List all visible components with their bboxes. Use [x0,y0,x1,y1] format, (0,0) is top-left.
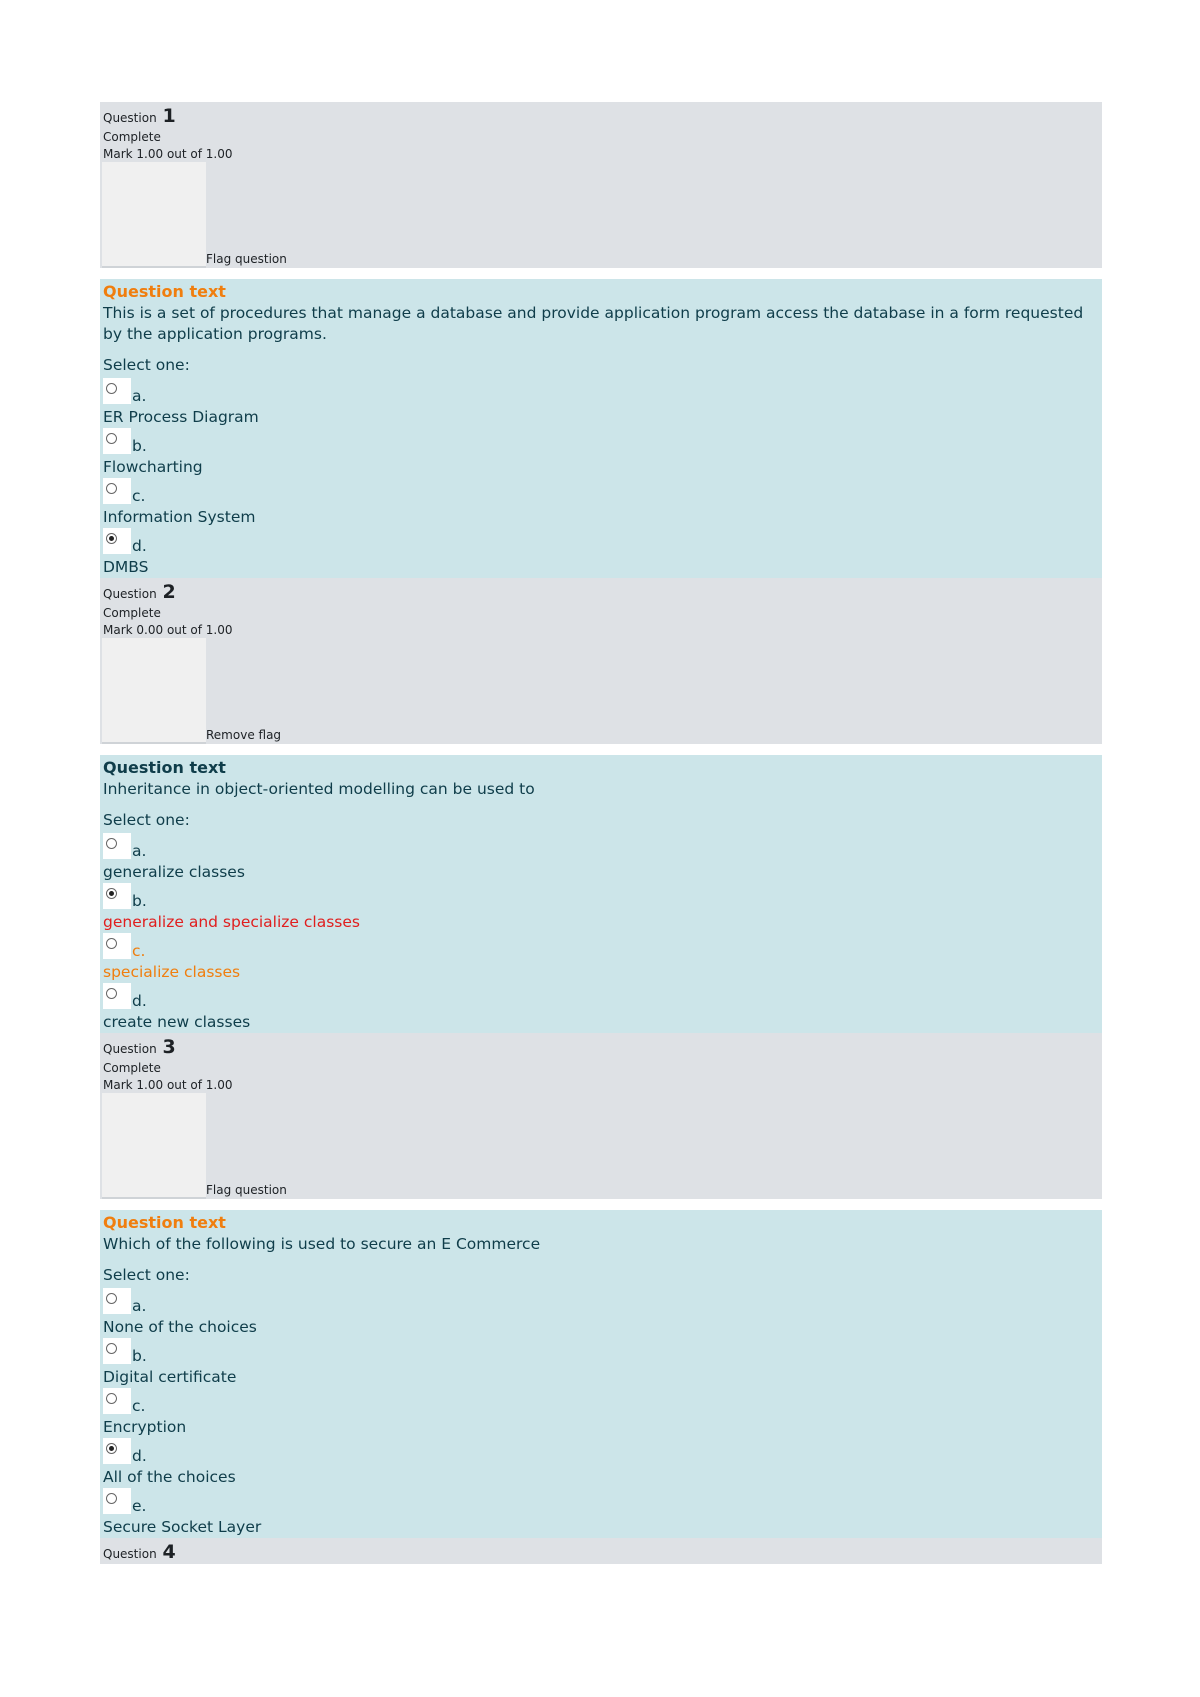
answer-letter: b. [132,1347,147,1365]
radio-container [103,1438,131,1464]
answer-text[interactable]: ER Process Diagram [103,408,259,426]
question-label: Question [103,587,157,601]
radio-container [103,428,131,454]
answer-letter: d. [132,537,147,555]
answer-letter: b. [132,437,147,455]
radio-container [103,833,131,859]
radio-button[interactable] [106,1293,117,1304]
question-text-heading: Question text [103,1213,226,1232]
radio-button[interactable] [106,1393,117,1404]
select-one-prompt: Select one: [103,1266,190,1284]
radio-button[interactable] [106,1493,117,1504]
answer-letter: c. [132,942,146,960]
question-number-line [103,106,176,128]
radio-container [103,528,131,554]
question-text: This is a set of procedures that manage a database and provide application program access the database in a form requested by the application programs. [103,304,1084,343]
answer-option[interactable] [103,428,1099,478]
question-info-3 [100,1033,1102,1199]
answer-option[interactable] [103,378,1099,428]
radio-container [103,1288,131,1314]
select-one-prompt: Select one: [103,811,190,829]
question-info-2 [100,578,1102,744]
radio-container [103,933,131,959]
question-text: Which of the following is used to secure an E Commerce [103,1235,541,1253]
question-number: 4 [162,1541,176,1563]
answer-option[interactable] [103,478,1099,528]
question-grade: Mark 1.00 out of 1.00 [103,1078,233,1092]
radio-container [103,378,131,404]
question-state: Complete [103,130,161,144]
answer-text[interactable]: create new classes [103,1013,251,1031]
radio-button[interactable] [106,938,117,949]
radio-button-checked[interactable] [106,888,117,899]
remove-flag-link[interactable]: Remove flag [206,728,282,742]
radio-button[interactable] [106,383,117,394]
radio-container [103,883,131,909]
answer-letter: a. [132,842,147,860]
answer-option[interactable] [103,983,1099,1033]
question-info-1 [100,102,1102,268]
flag-icon[interactable] [102,638,206,744]
answer-text[interactable]: generalize classes [103,863,245,881]
radio-button-checked[interactable] [106,533,117,544]
radio-button[interactable] [106,1343,117,1354]
question-grade: Mark 0.00 out of 1.00 [103,623,233,637]
question-label: Question [103,1042,157,1056]
answer-letter: e. [132,1497,147,1515]
answer-text[interactable]: Information System [103,508,256,526]
answer-letter: b. [132,892,147,910]
answer-text-incorrect[interactable]: generalize and specialize classes [103,913,360,931]
answer-letter: a. [132,387,147,405]
answer-text-highlighted[interactable]: specialize classes [103,963,241,981]
answer-option[interactable] [103,1288,1099,1338]
question-state: Complete [103,1061,161,1075]
answer-letter: a. [132,1297,147,1315]
flag-icon[interactable] [102,1093,206,1199]
question-number-line [103,582,176,604]
answer-letter: d. [132,1447,147,1465]
question-formulation-1 [100,279,1102,586]
question-state: Complete [103,606,161,620]
radio-button[interactable] [106,988,117,999]
radio-button[interactable] [106,433,117,444]
answer-option-selected[interactable] [103,1438,1099,1488]
question-info-4 [100,1538,1102,1564]
answer-text[interactable]: All of the choices [103,1468,236,1486]
radio-container [103,983,131,1009]
quiz-review-page [100,102,1102,1564]
question-number-line [103,1037,176,1059]
answer-option-selected-incorrect[interactable] [103,883,1099,933]
answer-option[interactable] [103,1488,1099,1538]
answer-letter: c. [132,487,146,505]
radio-button[interactable] [106,838,117,849]
radio-button[interactable] [106,483,117,494]
radio-container [103,1388,131,1414]
answer-option[interactable] [103,833,1099,883]
answer-option-highlighted[interactable] [103,933,1099,983]
question-text: Inheritance in object-oriented modelling can be used to [103,780,535,798]
answer-option-selected[interactable] [103,528,1099,578]
answer-text[interactable]: Flowcharting [103,458,203,476]
question-text-heading: Question text [103,758,226,777]
flag-question-link[interactable]: Flag question [206,1183,287,1197]
question-number: 2 [162,581,176,603]
radio-button-checked[interactable] [106,1443,117,1454]
question-label: Question [103,1547,157,1561]
question-number: 3 [162,1036,176,1058]
flag-question-link[interactable]: Flag question [206,252,287,266]
answer-text[interactable]: Secure Socket Layer [103,1518,262,1536]
radio-container [103,1338,131,1364]
question-number-line [103,1542,176,1564]
answer-option[interactable] [103,1338,1099,1388]
question-text-heading: Question text [103,282,226,301]
answer-text[interactable]: DMBS [103,558,149,576]
select-one-prompt: Select one: [103,356,190,374]
question-label: Question [103,111,157,125]
answer-text[interactable]: Encryption [103,1418,187,1436]
answer-letter: c. [132,1397,146,1415]
question-formulation-3 [100,1210,1102,1546]
question-grade: Mark 1.00 out of 1.00 [103,147,233,161]
answer-letter: d. [132,992,147,1010]
question-number: 1 [162,105,176,127]
radio-container [103,1488,131,1514]
radio-container [103,478,131,504]
answer-option[interactable] [103,1388,1099,1438]
answer-text[interactable]: Digital certificate [103,1368,237,1386]
question-formulation-2 [100,755,1102,1041]
answer-text[interactable]: None of the choices [103,1318,257,1336]
flag-icon[interactable] [102,162,206,268]
